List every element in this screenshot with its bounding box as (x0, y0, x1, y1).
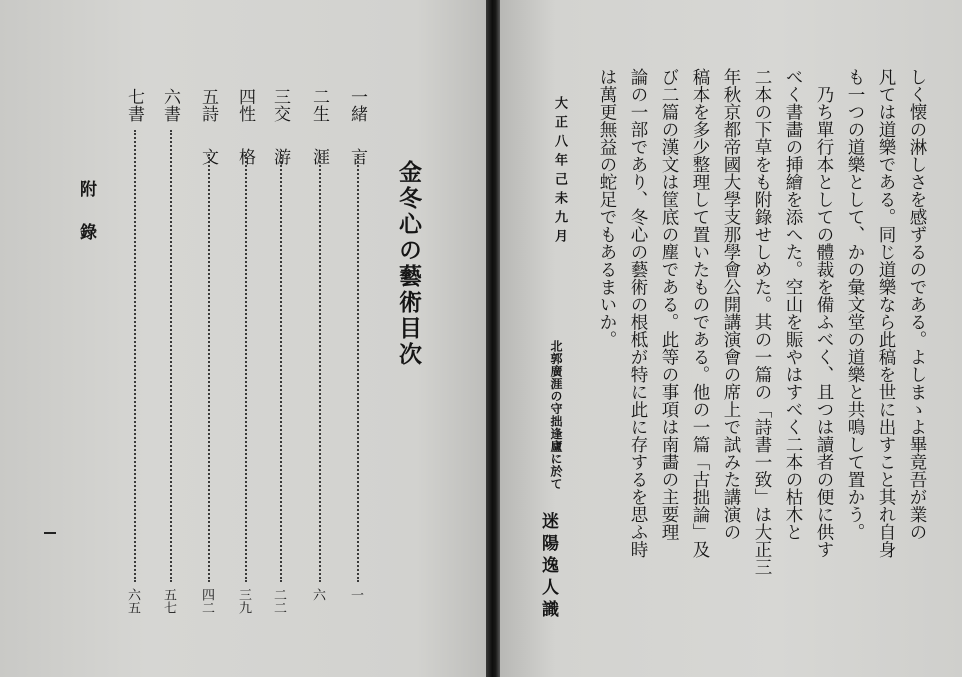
toc-entry-title: 詩文 (198, 105, 218, 191)
toc-entry-page: 六 (310, 588, 325, 601)
toc-entry[interactable] (233, 88, 259, 628)
toc-entry-number: 二 (309, 88, 329, 105)
body-text-line: しく懐の淋しさを感ずるのである。よしまゝよ畢竟吾が業の (907, 68, 927, 541)
toc-leader-dots (170, 130, 172, 582)
toc-entry[interactable] (196, 88, 222, 628)
toc-entry[interactable] (268, 88, 294, 628)
body-text-line: 乃ち單行本としての體裁を備ふべく、且つは讀者の便に供す (814, 68, 834, 558)
toc-entry-page: 四二 (199, 588, 214, 614)
left-page-folio (44, 532, 56, 534)
toc-entry-number: 四 (235, 88, 255, 105)
toc-leader-dots (208, 154, 210, 582)
book-gutter (486, 0, 500, 677)
toc-entry-page: 三九 (236, 588, 251, 614)
toc-entry-title: 緒言 (347, 105, 367, 191)
body-text-line: 稿本を多少整理して置いたものである。他の一篇「古拙論」及 (690, 68, 710, 558)
body-text-line: 二本の下草をも附錄せしめた。其の一篇の「詩書一致」は大正三 (752, 68, 772, 576)
toc-entry[interactable] (345, 88, 371, 628)
right-page (500, 0, 962, 677)
toc-entry[interactable] (307, 88, 333, 628)
body-text-line: は萬更無益の蛇足でもあるまいか。 (597, 68, 617, 348)
toc-entry-title: 生涯 (309, 105, 329, 191)
author-signature: 迷陽逸人識 (538, 512, 558, 622)
toc-leader-dots (319, 154, 321, 582)
toc-entry-number: 三 (270, 88, 290, 105)
body-text-line: べく書畵の挿繪を添へた。空山を賑やはすべく二本の枯木と (783, 68, 803, 541)
toc-entry[interactable] (122, 88, 148, 628)
toc-entry-title: 交游 (270, 105, 290, 191)
toc-entry[interactable] (158, 88, 184, 628)
place-line: 北郭廣涯の守拙逢廬に於て (549, 340, 563, 490)
toc-entry-page: 六五 (125, 588, 140, 614)
body-text-line: も一つの道樂として、かの彙文堂の道樂と共鳴して置かう。 (845, 68, 865, 541)
toc-entry-page: 一 (348, 588, 363, 601)
toc-entry-number: 六 (160, 88, 180, 105)
toc-leader-dots (280, 154, 282, 582)
toc-entry-number: 七 (124, 88, 144, 105)
body-text-line: び二篇の漢文は筐底の塵である。此等の事項は南畵の主要理 (659, 68, 679, 541)
toc-entry-page: 二二 (271, 588, 286, 614)
appendix-label: 附錄 (76, 180, 96, 266)
toc-leader-dots (245, 154, 247, 582)
toc-leader-dots (357, 154, 359, 582)
body-text-line: 論の一部であり、冬心の藝術の根柢が特に此に存するを思ふ時 (628, 68, 648, 558)
toc-title: 金冬心の藝術目次 (395, 160, 422, 368)
date-line: 大正八年己未九月 (552, 96, 567, 248)
toc-leader-dots (134, 130, 136, 582)
toc-entry-number: 五 (198, 88, 218, 105)
toc-entry-page: 五七 (161, 588, 176, 614)
toc-entry-title: 書 (124, 105, 144, 148)
body-text-line: 凡ては道樂である。同じ道樂なら此稿を世に出すこと其れ自身 (876, 68, 896, 558)
toc-entry-title: 書 (160, 105, 180, 148)
toc-entry-number: 一 (347, 88, 367, 105)
body-text-line: 年秋京都帝國大學支那學會公開講演會の席上で試みた講演の (721, 68, 741, 541)
toc-entry-title: 性格 (235, 105, 255, 191)
